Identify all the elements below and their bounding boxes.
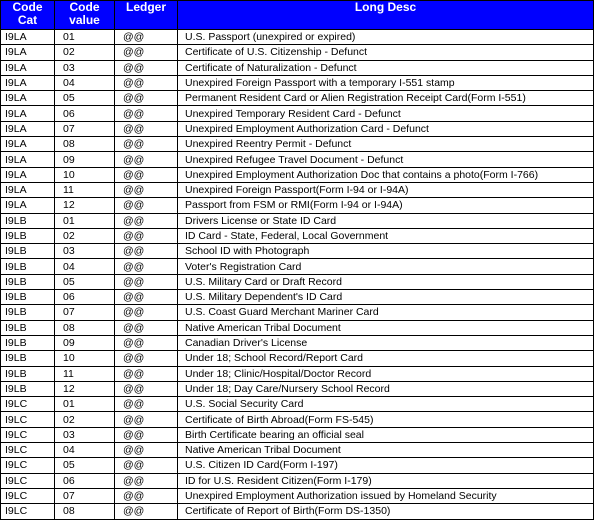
cell-long-desc: Unexpired Foreign Passport with a temporary I-551 stamp <box>178 75 594 90</box>
cell-code-value: 10 <box>55 351 115 366</box>
table-row <box>1 320 594 335</box>
cell-code-cat: I9LB <box>1 381 55 396</box>
cell-long-desc: Unexpired Refugee Travel Document - Defunct <box>178 152 594 167</box>
cell-ledger: @@ <box>115 45 178 60</box>
cell-ledger: @@ <box>115 137 178 152</box>
header-long-desc: Long Desc <box>178 1 594 30</box>
cell-long-desc: U.S. Passport (unexpired or expired) <box>178 30 594 45</box>
table-row <box>1 198 594 213</box>
cell-long-desc: Under 18; Clinic/Hospital/Doctor Record <box>178 366 594 381</box>
cell-code-value: 09 <box>55 152 115 167</box>
cell-long-desc: U.S. Military Card or Draft Record <box>178 274 594 289</box>
cell-code-value: 01 <box>55 30 115 45</box>
table-row <box>1 504 594 519</box>
cell-ledger: @@ <box>115 381 178 396</box>
cell-code-cat: I9LA <box>1 182 55 197</box>
cell-code-value: 08 <box>55 320 115 335</box>
cell-long-desc: Under 18; Day Care/Nursery School Record <box>178 381 594 396</box>
table-row <box>1 366 594 381</box>
cell-code-value: 07 <box>55 121 115 136</box>
table-row <box>1 91 594 106</box>
cell-code-cat: I9LA <box>1 60 55 75</box>
cell-code-cat: I9LB <box>1 351 55 366</box>
table-row <box>1 121 594 136</box>
cell-code-value: 11 <box>55 366 115 381</box>
table-body <box>1 30 594 520</box>
table-row <box>1 397 594 412</box>
table-row <box>1 305 594 320</box>
cell-code-value: 04 <box>55 75 115 90</box>
cell-code-cat: I9LB <box>1 320 55 335</box>
header-row <box>1 1 594 30</box>
cell-long-desc: Drivers License or State ID Card <box>178 213 594 228</box>
cell-ledger: @@ <box>115 121 178 136</box>
cell-code-value: 06 <box>55 290 115 305</box>
cell-long-desc: Certificate of U.S. Citizenship - Defunct <box>178 45 594 60</box>
cell-code-value: 09 <box>55 335 115 350</box>
cell-code-value: 07 <box>55 305 115 320</box>
cell-ledger: @@ <box>115 259 178 274</box>
cell-code-value: 06 <box>55 106 115 121</box>
cell-code-value: 05 <box>55 91 115 106</box>
cell-code-value: 02 <box>55 412 115 427</box>
table-row <box>1 412 594 427</box>
cell-code-value: 02 <box>55 228 115 243</box>
cell-ledger: @@ <box>115 504 178 519</box>
cell-long-desc: U.S. Military Dependent's ID Card <box>178 290 594 305</box>
cell-ledger: @@ <box>115 274 178 289</box>
cell-code-cat: I9LC <box>1 473 55 488</box>
cell-ledger: @@ <box>115 290 178 305</box>
cell-code-value: 01 <box>55 213 115 228</box>
table-row <box>1 75 594 90</box>
cell-long-desc: Native American Tribal Document <box>178 320 594 335</box>
cell-code-cat: I9LC <box>1 443 55 458</box>
cell-ledger: @@ <box>115 397 178 412</box>
table-row <box>1 106 594 121</box>
cell-ledger: @@ <box>115 213 178 228</box>
cell-code-cat: I9LC <box>1 504 55 519</box>
cell-ledger: @@ <box>115 91 178 106</box>
cell-ledger: @@ <box>115 351 178 366</box>
cell-code-cat: I9LA <box>1 45 55 60</box>
cell-ledger: @@ <box>115 152 178 167</box>
cell-code-value: 04 <box>55 259 115 274</box>
cell-code-cat: I9LA <box>1 198 55 213</box>
cell-long-desc: ID for U.S. Resident Citizen(Form I-179) <box>178 473 594 488</box>
table-row <box>1 488 594 503</box>
table-row <box>1 167 594 182</box>
cell-ledger: @@ <box>115 198 178 213</box>
cell-ledger: @@ <box>115 106 178 121</box>
cell-ledger: @@ <box>115 366 178 381</box>
cell-code-cat: I9LA <box>1 167 55 182</box>
cell-code-cat: I9LA <box>1 137 55 152</box>
cell-code-value: 06 <box>55 473 115 488</box>
cell-long-desc: Certificate of Naturalization - Defunct <box>178 60 594 75</box>
cell-long-desc: School ID with Photograph <box>178 244 594 259</box>
table-row <box>1 137 594 152</box>
cell-code-cat: I9LB <box>1 335 55 350</box>
cell-long-desc: Unexpired Employment Authorization Doc that contains a photo(Form I-766) <box>178 167 594 182</box>
cell-code-value: 03 <box>55 244 115 259</box>
cell-long-desc: U.S. Citizen ID Card(Form I-197) <box>178 458 594 473</box>
cell-code-value: 10 <box>55 167 115 182</box>
cell-ledger: @@ <box>115 75 178 90</box>
cell-code-value: 12 <box>55 381 115 396</box>
cell-code-value: 01 <box>55 397 115 412</box>
cell-code-value: 11 <box>55 182 115 197</box>
cell-long-desc: Unexpired Foreign Passport(Form I-94 or I-94A) <box>178 182 594 197</box>
cell-code-cat: I9LA <box>1 30 55 45</box>
cell-long-desc: Under 18; School Record/Report Card <box>178 351 594 366</box>
table-row <box>1 45 594 60</box>
table-row <box>1 213 594 228</box>
cell-ledger: @@ <box>115 458 178 473</box>
cell-ledger: @@ <box>115 30 178 45</box>
table-row <box>1 259 594 274</box>
header-ledger: Ledger <box>115 1 178 30</box>
header-code-cat: Code Cat <box>1 1 55 30</box>
cell-long-desc: Unexpired Employment Authorization issued by Homeland Security <box>178 488 594 503</box>
cell-code-cat: I9LA <box>1 152 55 167</box>
table-row <box>1 152 594 167</box>
cell-code-cat: I9LB <box>1 228 55 243</box>
table-row <box>1 228 594 243</box>
cell-long-desc: Native American Tribal Document <box>178 443 594 458</box>
cell-long-desc: Voter's Registration Card <box>178 259 594 274</box>
cell-code-cat: I9LC <box>1 397 55 412</box>
cell-code-value: 05 <box>55 458 115 473</box>
cell-code-cat: I9LB <box>1 290 55 305</box>
cell-long-desc: Unexpired Employment Authorization Card - Defunct <box>178 121 594 136</box>
cell-long-desc: ID Card - State, Federal, Local Government <box>178 228 594 243</box>
cell-long-desc: U.S. Coast Guard Merchant Mariner Card <box>178 305 594 320</box>
cell-long-desc: U.S. Social Security Card <box>178 397 594 412</box>
cell-code-cat: I9LC <box>1 488 55 503</box>
table-row <box>1 427 594 442</box>
cell-code-value: 08 <box>55 504 115 519</box>
cell-ledger: @@ <box>115 228 178 243</box>
table-row <box>1 351 594 366</box>
table-row <box>1 458 594 473</box>
cell-ledger: @@ <box>115 182 178 197</box>
cell-ledger: @@ <box>115 488 178 503</box>
cell-code-value: 03 <box>55 427 115 442</box>
cell-code-cat: I9LC <box>1 458 55 473</box>
cell-ledger: @@ <box>115 427 178 442</box>
table-row <box>1 473 594 488</box>
cell-code-value: 05 <box>55 274 115 289</box>
cell-long-desc: Certificate of Birth Abroad(Form FS-545) <box>178 412 594 427</box>
cell-ledger: @@ <box>115 443 178 458</box>
cell-code-value: 02 <box>55 45 115 60</box>
cell-long-desc: Permanent Resident Card or Alien Registration Receipt Card(Form I-551) <box>178 91 594 106</box>
cell-long-desc: Certificate of Report of Birth(Form DS-1350) <box>178 504 594 519</box>
cell-long-desc: Unexpired Temporary Resident Card - Defunct <box>178 106 594 121</box>
cell-code-cat: I9LC <box>1 427 55 442</box>
cell-ledger: @@ <box>115 335 178 350</box>
table-row <box>1 381 594 396</box>
cell-long-desc: Passport from FSM or RMI(Form I-94 or I-94A) <box>178 198 594 213</box>
table-header <box>1 1 594 30</box>
cell-code-value: 07 <box>55 488 115 503</box>
cell-code-cat: I9LB <box>1 244 55 259</box>
cell-code-cat: I9LC <box>1 412 55 427</box>
cell-code-value: 04 <box>55 443 115 458</box>
cell-long-desc: Birth Certificate bearing an official seal <box>178 427 594 442</box>
cell-code-value: 08 <box>55 137 115 152</box>
cell-ledger: @@ <box>115 473 178 488</box>
cell-code-cat: I9LA <box>1 106 55 121</box>
table-row <box>1 244 594 259</box>
cell-code-cat: I9LA <box>1 75 55 90</box>
cell-ledger: @@ <box>115 60 178 75</box>
table-row <box>1 30 594 45</box>
cell-long-desc: Unexpired Reentry Permit - Defunct <box>178 137 594 152</box>
cell-code-cat: I9LA <box>1 91 55 106</box>
table-row <box>1 335 594 350</box>
cell-code-value: 12 <box>55 198 115 213</box>
cell-code-cat: I9LB <box>1 305 55 320</box>
header-code-value: Code value <box>55 1 115 30</box>
cell-code-cat: I9LA <box>1 121 55 136</box>
cell-ledger: @@ <box>115 244 178 259</box>
cell-ledger: @@ <box>115 305 178 320</box>
table-row <box>1 182 594 197</box>
cell-code-cat: I9LB <box>1 366 55 381</box>
cell-code-value: 03 <box>55 60 115 75</box>
table-row <box>1 290 594 305</box>
table-row <box>1 274 594 289</box>
cell-code-cat: I9LB <box>1 274 55 289</box>
cell-code-cat: I9LB <box>1 213 55 228</box>
table-row <box>1 443 594 458</box>
table-row <box>1 60 594 75</box>
cell-ledger: @@ <box>115 167 178 182</box>
cell-ledger: @@ <box>115 320 178 335</box>
cell-code-cat: I9LB <box>1 259 55 274</box>
cell-ledger: @@ <box>115 412 178 427</box>
cell-long-desc: Canadian Driver's License <box>178 335 594 350</box>
